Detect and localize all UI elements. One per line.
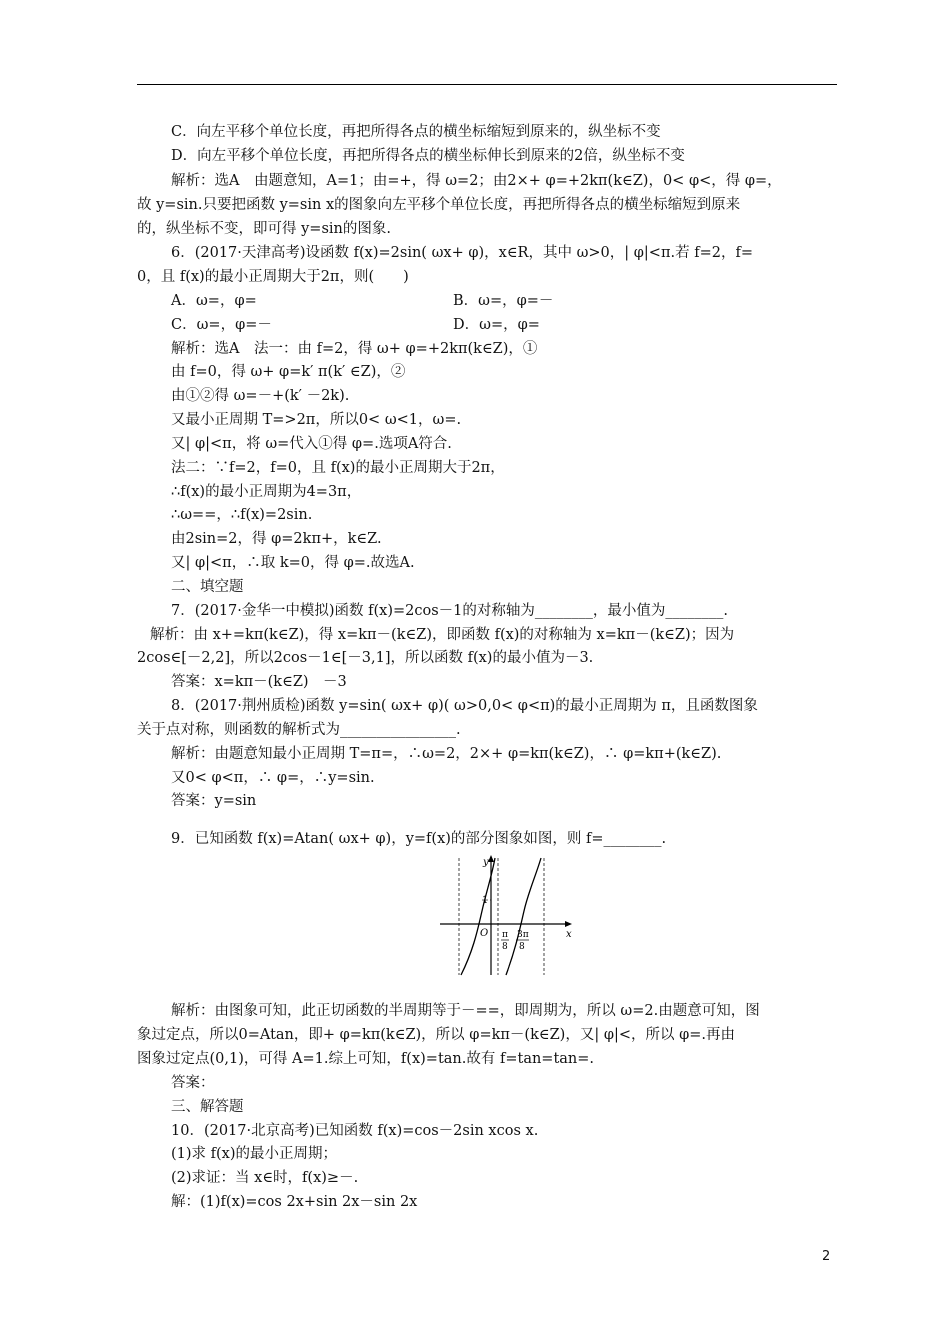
text-line: 又0< φ<π，∴ φ=，∴y=sin.	[171, 770, 375, 786]
text-line: 答案：	[171, 1075, 215, 1091]
text-line: A．ω=，φ=	[171, 293, 257, 309]
tangent-branch-2	[506, 858, 541, 975]
text-line: 由2sin=2，得 φ=2kπ+，k∈Z.	[171, 531, 382, 547]
text-line: 关于点对称，则函数的解析式为________________.	[137, 722, 461, 738]
text-line: (2)求证：当 x∈时，f(x)≥－.	[171, 1170, 359, 1186]
text-line: 解析：由图象可知，此正切函数的半周期等于－==，即周期为，所以 ω=2.由题意可知，图	[171, 1003, 760, 1019]
text-line: 2cos∈[－2,2]，所以2cos－1∈[－3,1]，所以函数 f(x)的最小值为－3.	[137, 650, 594, 666]
text-line: 解：(1)f(x)=cos 2x+sin 2x－sin 2x	[171, 1194, 418, 1210]
text-line: 的，纵坐标不变，即可得 y=sin的图象.	[137, 221, 391, 237]
tick2-numerator: 3π	[517, 930, 529, 940]
text-line: 答案：y=sin	[171, 793, 257, 809]
text-line: 由 f=0，得 ω+ φ=k′ π(k′ ∈Z)，②	[171, 364, 406, 380]
y-axis-arrow	[488, 855, 494, 862]
text-line: 又| φ|<π，将 ω=代入①得 φ=.选项A符合.	[171, 436, 452, 452]
text-line: (1)求 f(x)的最小正周期；	[171, 1146, 338, 1162]
text-line: 8．(2017·荆州质检)函数 y=sin( ωx+ φ)( ω>0,0< φ<π)的最小正周期为 π，且函数图象	[171, 698, 758, 714]
graph-y-label: y	[483, 857, 489, 868]
text-line: 图象过定点(0,1)，可得 A=1.综上可知，f(x)=tan.故有 f=tan=tan=.	[137, 1051, 595, 1067]
text-line: 解析：由题意知最小正周期 T=π=，∴ω=2，2×+ φ=kπ(k∈Z)，∴ φ=kπ+(k∈Z).	[171, 746, 722, 762]
text-line: 法二：∵f=2，f=0，且 f(x)的最小正周期大于2π，	[171, 460, 505, 476]
text-line: B．ω=，φ=－	[453, 293, 554, 309]
text-line: 三、解答题	[171, 1099, 244, 1115]
text-line: 7．(2017·金华一中模拟)函数 f(x)=2cos－1的对称轴为________，最小值为________.	[171, 603, 729, 619]
text-line: ∴f(x)的最小正周期为4=3π，	[171, 484, 362, 500]
page-number: 2	[822, 1249, 831, 1264]
text-line: ∴ω==，∴f(x)=2sin.	[171, 507, 313, 523]
text-line: D．ω=，φ=	[453, 317, 540, 333]
text-line: C．ω=，φ=－	[171, 317, 272, 333]
text-line: 10．(2017·北京高考)已知函数 f(x)=cos－2sin xcos x.	[171, 1123, 539, 1139]
header-rule	[137, 84, 837, 85]
tick2-denominator: 8	[519, 942, 525, 952]
text-line: 解析：选A 由题意知，A=1；由=+，得 ω=2；由2×+ φ=+2kπ(k∈Z)，0< φ<，得 φ=，	[171, 173, 782, 189]
text-line: C．向左平移个单位长度，再把所得各点的横坐标缩短到原来的，纵坐标不变	[171, 124, 661, 140]
graph-origin-label: O	[480, 928, 489, 939]
tick1-denominator: 8	[502, 942, 508, 952]
text-line: 解析：选A 法一：由 f=2，得 ω+ φ=+2kπ(k∈Z)，①	[171, 341, 538, 357]
text-line: 又最小正周期 T=>2π，所以0< ω<1，ω=.	[171, 412, 462, 428]
tangent-branch-1	[461, 858, 495, 975]
text-line: D．向左平移个单位长度，再把所得各点的横坐标伸长到原来的2倍，纵坐标不变	[171, 148, 685, 164]
text-line: 9．已知函数 f(x)=Atan( ωx+ φ)，y=f(x)的部分图象如图，则 f=________.	[171, 831, 667, 847]
text-line: 又| φ|<π，∴取 k=0，得 φ=.故选A.	[171, 555, 415, 571]
text-line: 故 y=sin.只要把函数 y=sin x的图象向左平移个单位长度，再把所得各点的横坐标缩短到原来	[137, 197, 741, 213]
text-line: 6．(2017·天津高考)设函数 f(x)=2sin( ωx+ φ)，x∈R，其中 ω>0，| φ|<π.若 f=2，f=	[171, 245, 753, 261]
graph-x-label: x	[566, 929, 572, 940]
text-line: 解析：由 x+=kπ(k∈Z)，得 x=kπ－(k∈Z)，即函数 f(x)的对称轴为 x=kπ－(k∈Z)；因为	[150, 627, 735, 643]
graph-one-label: 1	[482, 895, 489, 906]
text-line: 由①②得 ω=－+(k′ －2k).	[171, 388, 350, 404]
tick1-numerator: π	[502, 930, 508, 940]
text-line: 象过定点，所以0=Atan，即+ φ=kπ(k∈Z)，所以 φ=kπ－(k∈Z)，又| φ|<，所以 φ=.再由	[137, 1027, 736, 1043]
text-line: 0，且 f(x)的最小正周期大于2π，则( )	[137, 269, 409, 285]
x-axis-arrow	[565, 921, 572, 927]
text-line: 答案：x=kπ－(k∈Z) －3	[171, 674, 347, 690]
tangent-graph-figure	[436, 853, 576, 978]
text-line: 二、填空题	[171, 579, 244, 595]
